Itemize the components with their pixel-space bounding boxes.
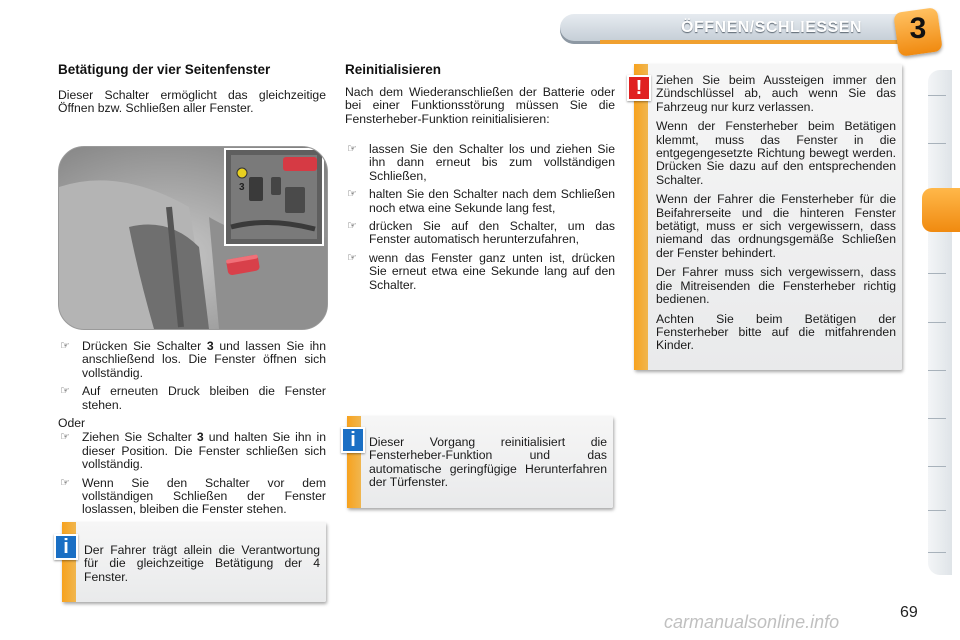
- info-box-driver: [62, 522, 326, 602]
- oder-label: Oder: [58, 416, 86, 431]
- chapter-tab-divider: [928, 143, 946, 144]
- list-item: ☞ halten Sie den Schalter nach dem Schließen noch etwa eine Sekunde lang fest,: [347, 187, 615, 215]
- watermark: carmanualsonline.info: [664, 612, 840, 632]
- page-number: 69: [900, 604, 918, 621]
- chapter-tab-divider: [928, 510, 946, 511]
- section-heading-seitenfenster: Betätigung der vier Seitenfenster: [58, 62, 271, 77]
- chapter-number: 3: [909, 12, 927, 45]
- warning-text: [656, 74, 896, 353]
- warning-paragraph: Achten Sie beim Betätigen der Fensterheber bitte auf die mitfahrenden Kinder.: [656, 311, 896, 353]
- warning-paragraph: Ziehen Sie beim Aussteigen immer den Zündschlüssel ab, auch wenn Sie das Fahrzeug nur kurz verlassen.: [656, 73, 896, 114]
- chapter-tab-divider: [928, 322, 946, 323]
- warning-box: [634, 64, 902, 370]
- chapter-tab-divider: [928, 466, 946, 467]
- reinit-steps: [345, 143, 615, 297]
- chapter-title: ÖFFNEN/SCHLIESSEN: [681, 19, 862, 36]
- list-item: ☞ lassen Sie den Schalter los und ziehen Sie ihn dann erneut bis zum vollständigen Schließen,: [347, 142, 615, 183]
- info-text-reinit: Dieser Vorgang reinitialisiert die Fensterheber-Funktion und das automatische geringfügige Herunterfahren der Türfenster.: [369, 435, 607, 490]
- list-item: ☞ Drücken Sie Schalter 3 und lassen Sie ihn anschließend los. Die Fenster öffnen sich vollständig.: [60, 339, 326, 380]
- header-accent-line: [600, 40, 900, 44]
- list-item: ☞ drücken Sie auf den Schalter, um das Fenster automatisch herunterzufahren,: [347, 219, 615, 247]
- warning-icon: !: [627, 75, 651, 101]
- seitenfenster-steps: [58, 340, 326, 522]
- info-icon: i: [341, 427, 365, 453]
- list-item: ☞ Wenn Sie den Schalter vor dem vollständigen Schließen der Fenster loslassen, bleiben die Fenster stehen.: [60, 475, 326, 517]
- info-text-driver: Der Fahrer trägt allein die Verantwortung für die gleichzeitige Betätigung der 4 Fenster.: [84, 543, 320, 584]
- pointing-hand-icon: ☞: [347, 220, 357, 233]
- door-switch-illustration: [59, 147, 327, 329]
- pointing-hand-icon: ☞: [347, 188, 357, 201]
- warning-paragraph: Der Fahrer muss sich vergewissern, dass die Mitreisenden die Fensterheber richtig bedienen.: [656, 265, 896, 307]
- switch-callout-label: 3: [239, 182, 245, 193]
- info-icon: i: [54, 534, 78, 560]
- chapter-tab-divider: [928, 273, 946, 274]
- chapter-tab-divider: [928, 552, 946, 553]
- list-item: ☞ Ziehen Sie Schalter 3 und halten Sie ihn in dieser Position. Die Fenster schließen sich vollständig.: [60, 430, 326, 472]
- chapter-tab-active[interactable]: [922, 188, 960, 232]
- pointing-hand-icon: ☞: [60, 431, 70, 444]
- switch-photo: [58, 146, 328, 330]
- warning-paragraph: Wenn der Fahrer die Fensterheber für die Beifahrerseite und die hinteren Fenster betätigt, muss er sich vergewissern, dass niemand das ordnungsgemäße Schließen der Fenster behindert.: [656, 192, 896, 260]
- chapter-tab-divider: [928, 370, 946, 371]
- pointing-hand-icon: ☞: [60, 385, 70, 398]
- seitenfenster-intro: Dieser Schalter ermöglicht das gleichzeitige Öffnen bzw. Schließen aller Fenster.: [58, 88, 326, 116]
- pointing-hand-icon: ☞: [60, 340, 70, 352]
- chapter-tab-divider: [928, 418, 946, 419]
- list-item: ☞ wenn das Fenster ganz unten ist, drücken Sie erneut etwa eine Sekunde lang auf den Schalter.: [347, 250, 615, 292]
- section-heading-reinitialisieren: Reinitialisieren: [345, 62, 442, 77]
- pointing-hand-icon: ☞: [347, 251, 357, 264]
- chapter-tab-divider: [928, 95, 946, 96]
- pointing-hand-icon: ☞: [60, 476, 70, 489]
- pointing-hand-icon: ☞: [347, 143, 357, 155]
- warning-stripe: [634, 64, 648, 370]
- list-item: ☞ Auf erneuten Druck bleiben die Fenster stehen.: [60, 384, 326, 412]
- warning-paragraph: Wenn der Fensterheber beim Betätigen klemmt, muss das Fenster in die entgegengesetzte Richtung bewegt werden. Drücken Sie dazu auf den entsprechenden Schalter.: [656, 119, 896, 187]
- reinit-intro: Nach dem Wiederanschließen der Batterie oder bei einer Funktionsstörung müssen Sie die Fensterheber-Funktion reinitialisieren:: [345, 85, 615, 126]
- info-box-reinit: [347, 416, 613, 508]
